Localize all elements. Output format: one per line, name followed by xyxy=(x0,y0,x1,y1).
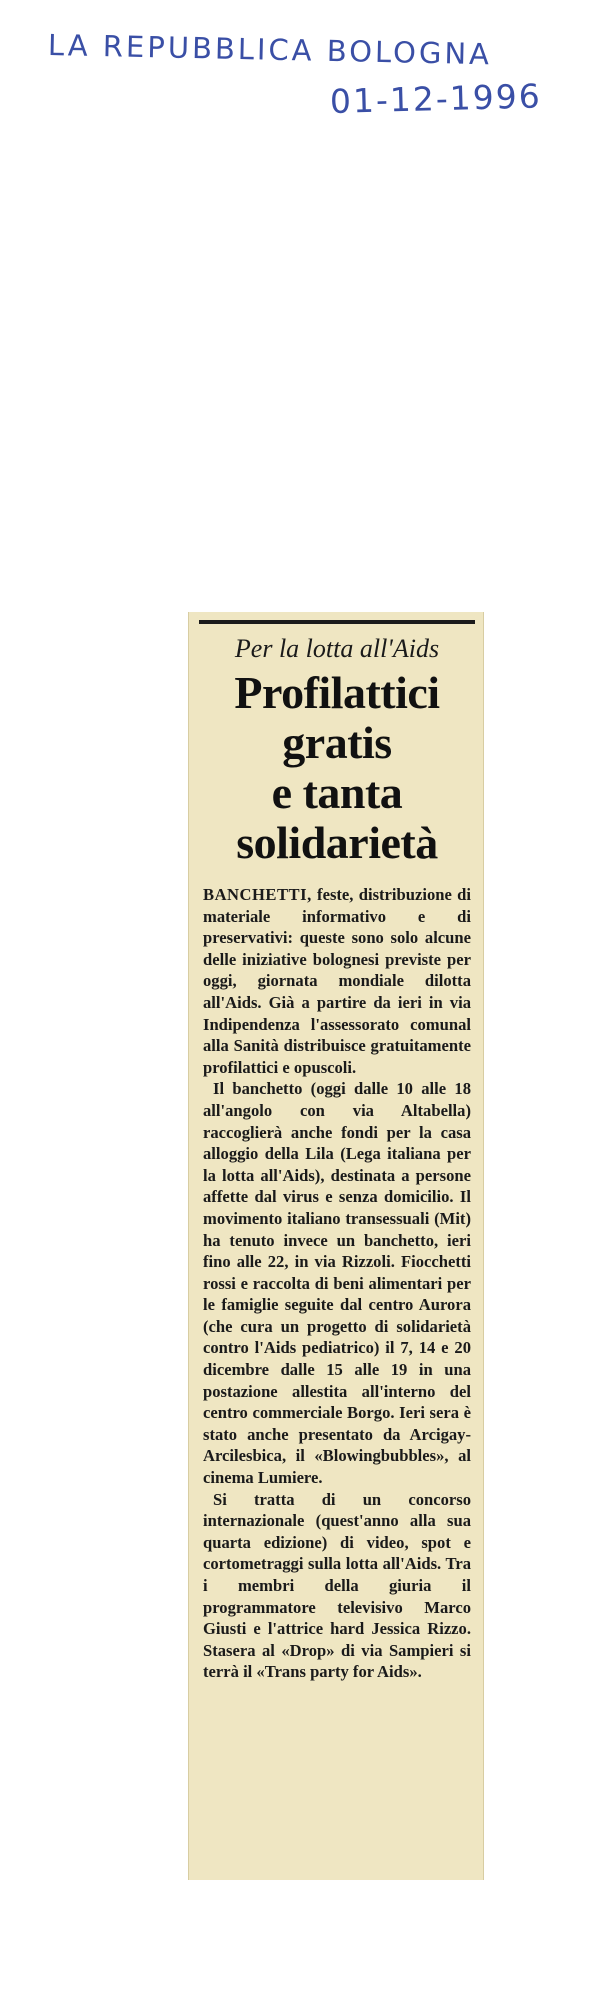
headline-line: Profilattici xyxy=(234,667,440,718)
article-kicker: Per la lotta all'Aids xyxy=(234,634,440,663)
lead-word: BANCHETTI, xyxy=(203,885,312,904)
headline-line: gratis xyxy=(282,717,392,768)
newspaper-clipping xyxy=(188,612,484,1880)
handwritten-date: 01-12-1996 xyxy=(329,76,543,121)
paragraph-text: feste, distribuzione di materiale informativo e di preservativi: queste sono solo alcune delle iniziative bolognesi previste per oggi, giornata mondiale dilotta all'Aids. Già a partire da ieri in via Indipendenza l'assessorato comunal alla Sanità distribuisce gratuitamente profilattici e opuscoli. xyxy=(203,885,471,1077)
top-rule xyxy=(199,620,475,624)
article-paragraph xyxy=(203,884,471,1078)
headline-line: solidarietà xyxy=(236,817,438,868)
article-headline xyxy=(203,668,471,868)
article-paragraph: Si tratta di un concorso internazionale (quest'anno alla sua quarta edizione) di video, spot e cortometraggi sulla lotta all'Aids. Tra i membri della giuria il programmatore televisivo Marco Giusti e l'attrice hard Jessica Rizzo. Stasera al «Drop» di via Sampieri si terrà il «Trans party for Aids». xyxy=(203,1489,471,1682)
handwritten-newspaper-name: LA REPUBBLICA BOLOGNA xyxy=(47,28,493,72)
headline-line: e tanta xyxy=(271,767,403,818)
article-paragraph: Il banchetto (oggi dalle 10 alle 18 all'angolo con via Altabella) raccoglierà anche fondi per la casa alloggio della Lila (Lega italiana per la lotta all'Aids), destinata a persone affette dal virus e senza domicilio. Il movimento italiano transessuali (Mit) ha tenuto invece un banchetto, ieri fino alle 22, in via Rizzoli. Fiocchetti rossi e raccolta di beni alimentari per le famiglie seguite dal centro Aurora (che cura un progetto di solidarietà contro l'Aids pediatrico) il 7, 14 e 20 dicembre dalle 15 alle 19 in una postazione allestita all'interno del centro commerciale Borgo. Ieri sera è stato anche presentato da Arcigay-Arcilesbica, il «Blowingbubbles», al cinema Lumiere. xyxy=(203,1079,471,1488)
article-body xyxy=(203,884,471,1683)
